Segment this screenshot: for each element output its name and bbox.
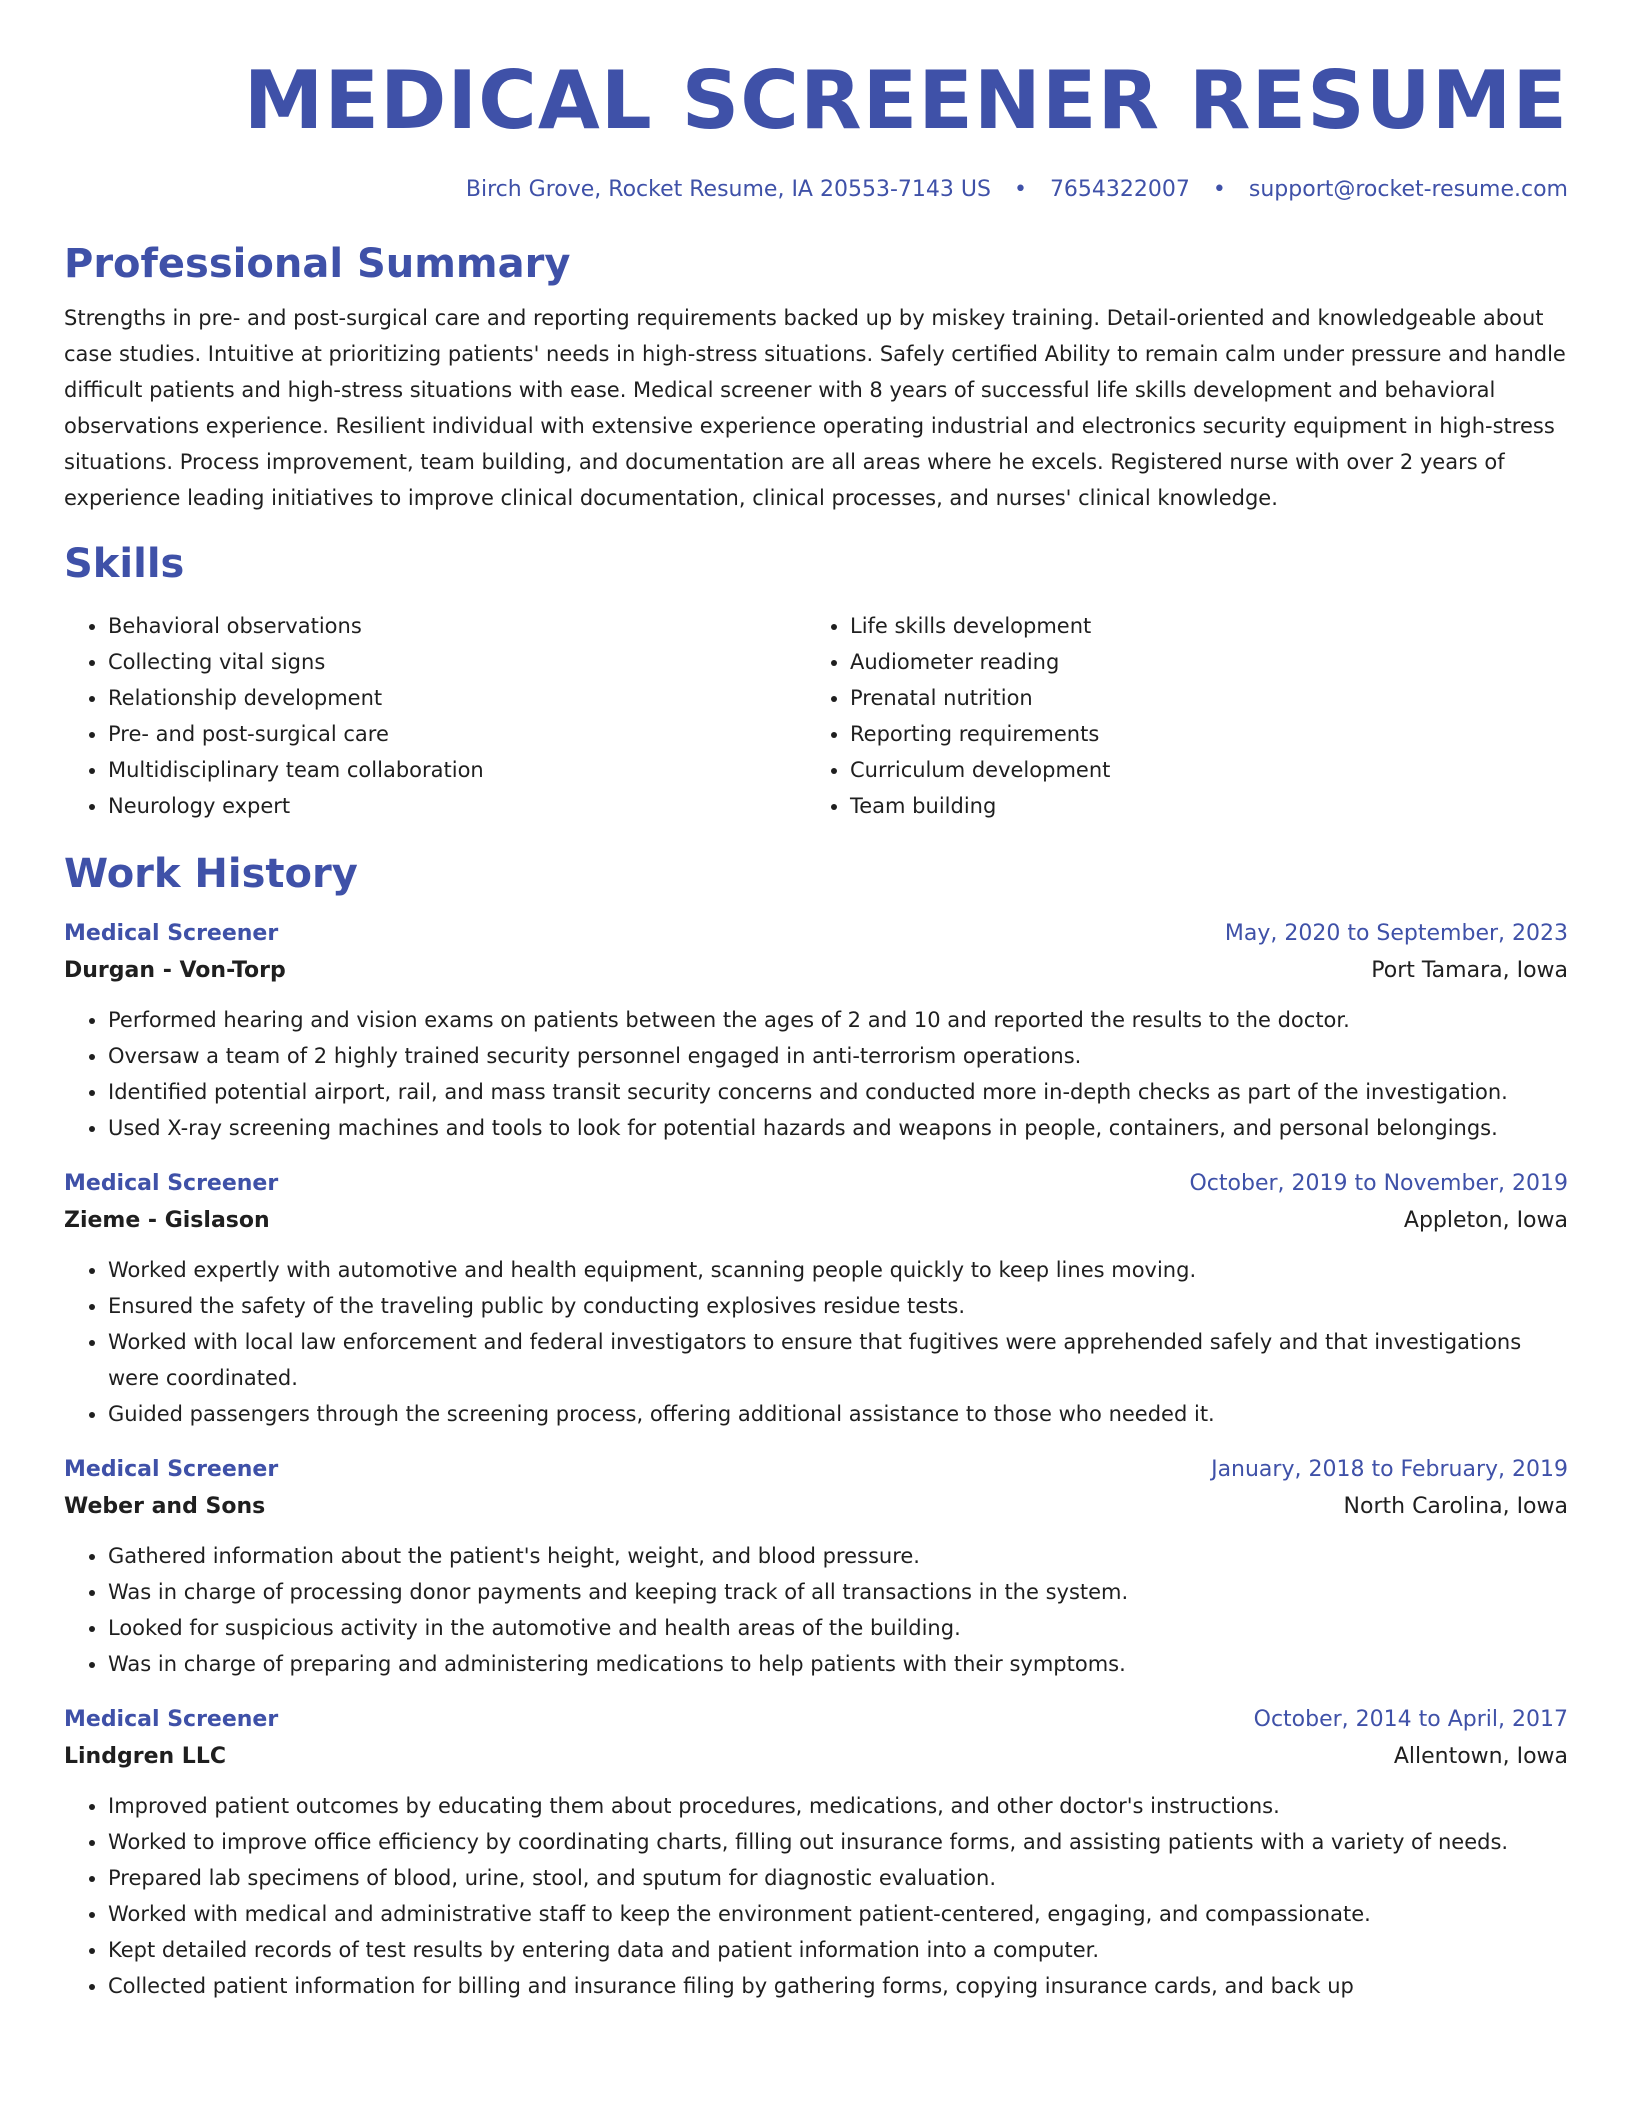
skill-item: • Neurology expert [108, 788, 806, 824]
skill-item: • Behavioral observations [108, 608, 806, 644]
contact-phone: 7654322007 [1049, 177, 1190, 202]
job-subheader [64, 1488, 1568, 1526]
job-header [64, 1702, 1568, 1738]
job-entry [64, 1702, 1568, 2004]
skill-item: • Team building [850, 788, 1548, 824]
job-company: Zieme - Gislason [64, 1208, 270, 1233]
job-bullet: • Guided passengers through the screening process, offering additional assistance to those who needed it. [108, 1396, 1568, 1432]
job-header [64, 1166, 1568, 1202]
skills-heading: Skills [64, 541, 185, 587]
job-bullet: • Looked for suspicious activity in the automotive and health areas of the building. [108, 1610, 1568, 1646]
skills-list [64, 608, 1568, 824]
job-subheader [64, 1738, 1568, 1776]
job-entry [64, 1452, 1568, 1682]
skill-item: • Prenatal nutrition [850, 680, 1548, 716]
job-location: Allentown, Iowa [1393, 1744, 1568, 1769]
job-title: Medical Screener [64, 1457, 279, 1482]
job-header [64, 1452, 1568, 1488]
job-bullet: • Worked with local law enforcement and federal investigators to ensure that fugitives were apprehended safely and that investigations were coordinated. [108, 1324, 1568, 1396]
skill-item: • Audiometer reading [850, 644, 1548, 680]
job-bullet: • Prepared lab specimens of blood, urine, stool, and sputum for diagnostic evaluation. [108, 1860, 1568, 1896]
summary-heading: Professional Summary [64, 241, 571, 287]
job-company: Durgan - Von-Torp [64, 958, 286, 983]
job-location: Appleton, Iowa [1403, 1208, 1568, 1233]
job-bullets [64, 1002, 1568, 1146]
job-subheader [64, 952, 1568, 990]
job-bullet: • Ensured the safety of the traveling public by conducting explosives residue tests. [108, 1288, 1568, 1324]
resume-title: MEDICAL SCREENER RESUME [243, 54, 1568, 147]
contact-address: Birch Grove, Rocket Resume, IA 20553-7143 US [465, 177, 991, 202]
job-location: North Carolina, Iowa [1343, 1494, 1568, 1519]
job-entry [64, 916, 1568, 1146]
skill-item: • Life skills development [850, 608, 1548, 644]
summary-text: Strengths in pre- and post-surgical care and reporting requirements backed up by miskey training. Detail-oriented and knowledgeable about case studies. Intuitive at prioritizing patients' needs in high-stress situations. Safely certified Ability to remain calm under pressure and handle difficult patients and high-stress situations with ease. Medical screener with 8 years of successful life skills development and behavioral observations experience. Resilient individual with extensive experience operating industrial and electronics security equipment in high-stress situations. Process improvement, team building, and documentation are all areas where he excels. Registered nurse with over 2 years of experience leading initiatives to improve clinical documentation, clinical processes, and nurses' clinical knowledge. [64, 306, 1566, 510]
skill-item: • Multidisciplinary team collaboration [108, 752, 806, 788]
contact-email: support@rocket-resume.com [1248, 177, 1568, 202]
job-bullet: • Worked with medical and administrative staff to keep the environment patient-centered, engaging, and compassionate. [108, 1896, 1568, 1932]
job-bullet: • Worked expertly with automotive and health equipment, scanning people quickly to keep lines moving. [108, 1252, 1568, 1288]
job-bullets [64, 1538, 1568, 1682]
job-header [64, 916, 1568, 952]
job-dates: January, 2018 to February, 2019 [1211, 1457, 1568, 1482]
contact-separator: • [1212, 177, 1226, 202]
skill-item: • Relationship development [108, 680, 806, 716]
job-bullet: • Gathered information about the patient's height, weight, and blood pressure. [108, 1538, 1568, 1574]
job-dates: October, 2019 to November, 2019 [1189, 1171, 1568, 1196]
job-bullet: • Collected patient information for billing and insurance filing by gathering forms, copying insurance cards, and back up [108, 1968, 1568, 2004]
job-location: Port Tamara, Iowa [1371, 958, 1568, 983]
contact-line [64, 174, 1568, 206]
job-title: Medical Screener [64, 1171, 279, 1196]
skill-item: • Collecting vital signs [108, 644, 806, 680]
contact-separator: • [1013, 177, 1027, 202]
job-bullet: • Oversaw a team of 2 highly trained security personnel engaged in anti-terrorism operations. [108, 1038, 1568, 1074]
skills-column-right [806, 608, 1548, 824]
job-bullet: • Improved patient outcomes by educating them about procedures, medications, and other doctor's instructions. [108, 1788, 1568, 1824]
job-bullets [64, 1788, 1568, 2004]
job-dates: May, 2020 to September, 2023 [1224, 921, 1568, 946]
skill-item: • Curriculum development [850, 752, 1548, 788]
skill-item: • Pre- and post-surgical care [108, 716, 806, 752]
job-bullet: • Used X-ray screening machines and tools to look for potential hazards and weapons in people, containers, and personal belongings. [108, 1110, 1568, 1146]
job-title: Medical Screener [64, 921, 279, 946]
job-title: Medical Screener [64, 1707, 279, 1732]
job-bullet: • Was in charge of processing donor payments and keeping track of all transactions in the system. [108, 1574, 1568, 1610]
skills-column-left [64, 608, 806, 824]
job-company: Weber and Sons [64, 1494, 266, 1519]
job-company: Lindgren LLC [64, 1744, 226, 1769]
job-bullet: • Kept detailed records of test results by entering data and patient information into a computer. [108, 1932, 1568, 1968]
job-bullets [64, 1252, 1568, 1432]
job-dates: October, 2014 to April, 2017 [1253, 1707, 1568, 1732]
job-entry [64, 1166, 1568, 1432]
work-history-heading: Work History [64, 851, 358, 897]
job-subheader [64, 1202, 1568, 1240]
job-bullet: • Was in charge of preparing and administering medications to help patients with their symptoms. [108, 1646, 1568, 1682]
job-bullet: • Performed hearing and vision exams on patients between the ages of 2 and 10 and reported the results to the doctor. [108, 1002, 1568, 1038]
skill-item: • Reporting requirements [850, 716, 1548, 752]
job-bullet: • Worked to improve office efficiency by coordinating charts, filling out insurance forms, and assisting patients with a variety of needs. [108, 1824, 1568, 1860]
job-bullet: • Identified potential airport, rail, and mass transit security concerns and conducted more in-depth checks as part of the investigation. [108, 1074, 1568, 1110]
